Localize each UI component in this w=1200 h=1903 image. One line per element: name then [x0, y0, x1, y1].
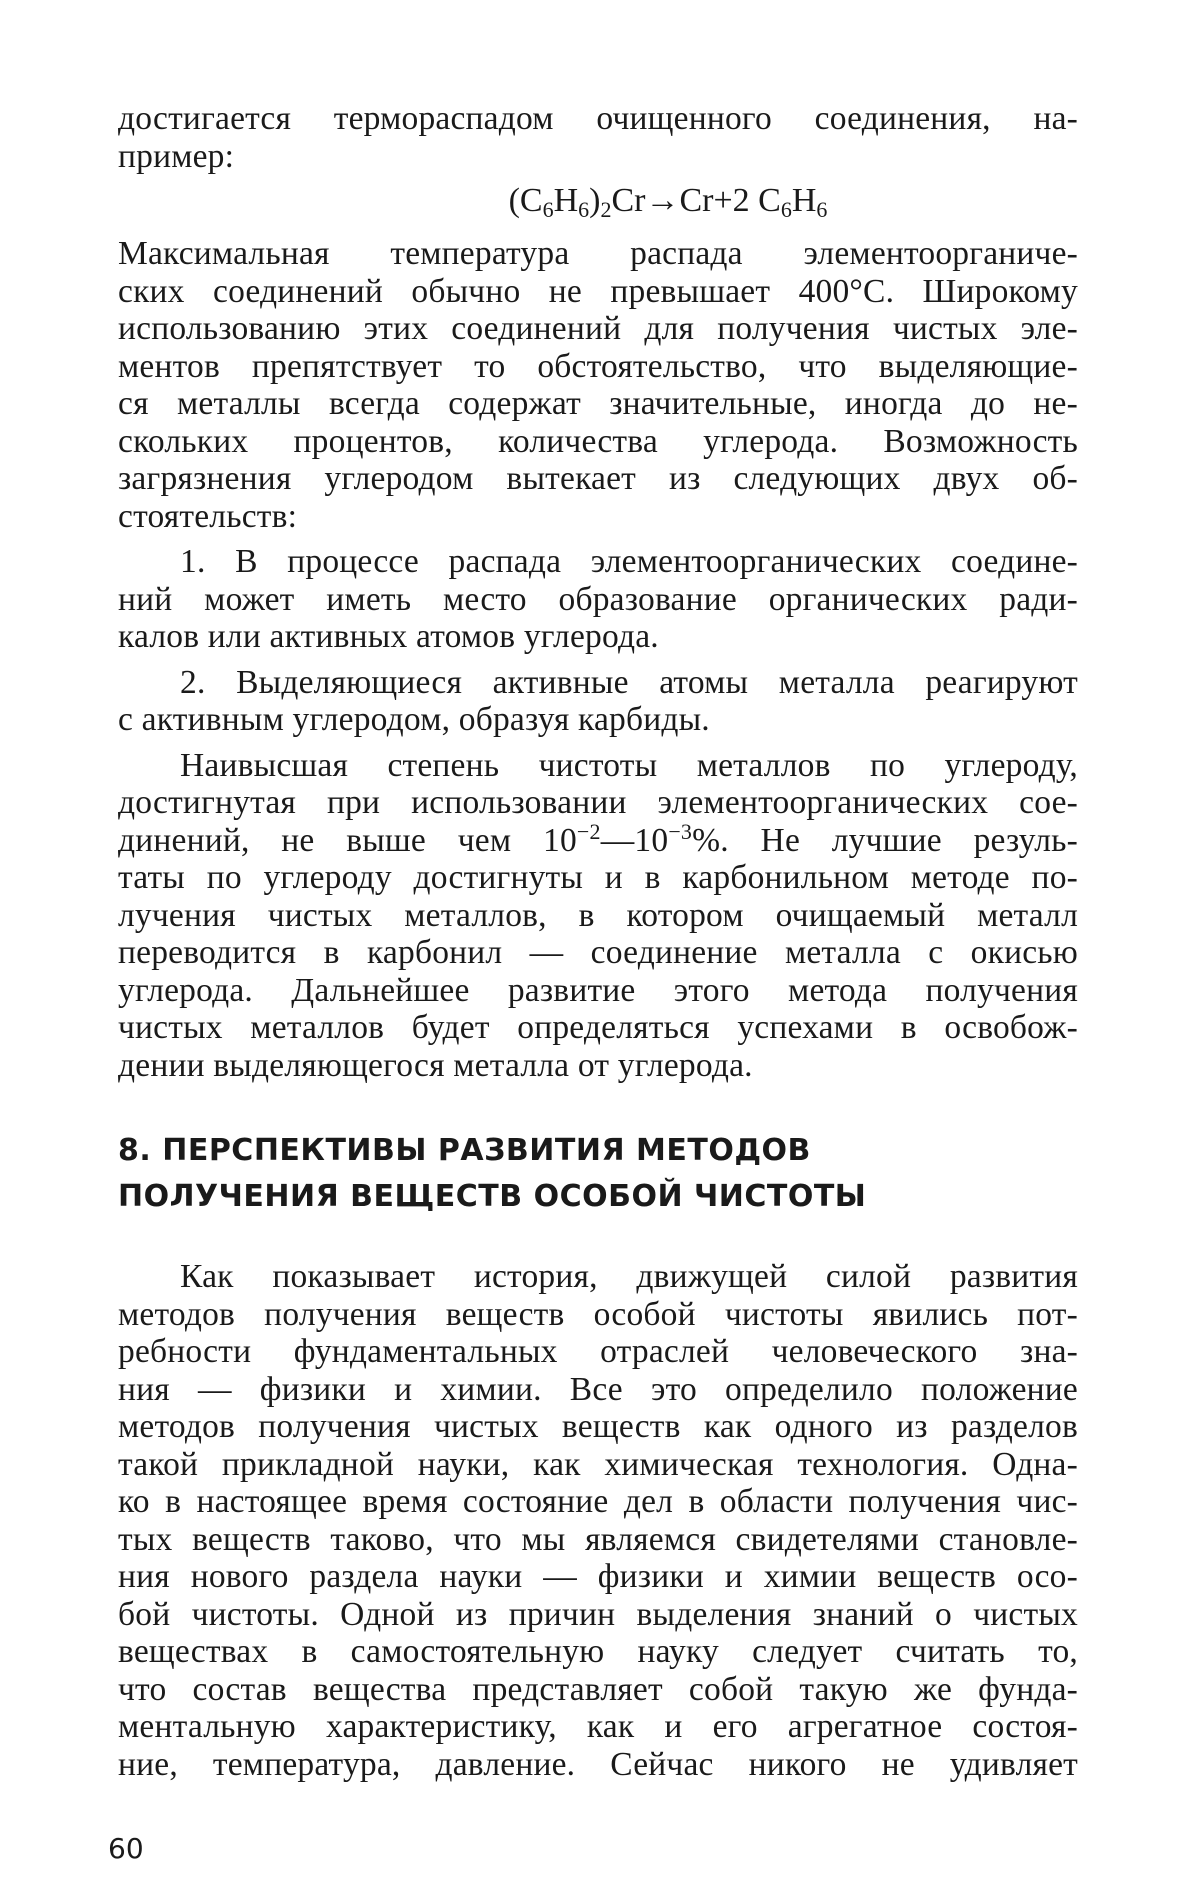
text-line: лучения чистых металлов, в котором очищаемый металл: [118, 896, 1078, 934]
text-line: Наивысшая степень чистоты металлов по углероду,: [180, 746, 1078, 784]
text-line: бой чистоты. Одной из причин выделения знаний о чистых: [118, 1595, 1078, 1633]
text-line: переводится в карбонил — соединение металла с окисью: [118, 934, 1078, 971]
text-line: такой прикладной науки, как химическая технология. Одна-: [118, 1445, 1078, 1483]
text-line: использованию этих соединений для получения чистых эле-: [118, 310, 1078, 347]
text-line: методов получения веществ особой чистоты явились пот-: [118, 1295, 1078, 1333]
paragraph-carbon-purity: [118, 747, 1078, 1085]
list-item: [118, 664, 1078, 739]
text-line: ментальную характеристику, как и его агрегатное состоя-: [118, 1708, 1078, 1745]
book-page: [118, 100, 1078, 1783]
text-line: чистых металлов будет определяться успехами в освобож-: [118, 1009, 1078, 1046]
paragraph-max-temperature: [118, 235, 1078, 535]
list-item: [118, 543, 1078, 656]
text-line: Максимальная температура распада элементоорганиче-: [118, 235, 1078, 272]
text-line: таты по углероду достигнуты и в карбонильном методе по-: [118, 859, 1078, 896]
text-line: 2. Выделяющиеся активные атомы металла реагируют: [180, 663, 1078, 701]
text-line: что состав вещества представляет собой такую же фунда-: [118, 1670, 1078, 1708]
text-line: 1. В процессе распада элементоорганических соедине-: [180, 543, 1078, 580]
text-line: ния нового раздела науки — физики и химии веществ осо-: [118, 1558, 1078, 1595]
paragraph-history: [118, 1258, 1078, 1783]
text-line: углерода. Дальнейшее развитие этого метода получения: [118, 971, 1078, 1009]
text-line: с активным углеродом, образуя карбиды.: [118, 701, 710, 738]
text-line: скольких процентов, количества углерода. Возможность: [118, 422, 1078, 460]
text-line: ние, температура, давление. Сейчас никого не удивляет: [118, 1745, 1078, 1783]
text-line: ний может иметь место образование органических ради-: [118, 580, 1078, 618]
text-line: методов получения чистых веществ как одного из разделов: [118, 1408, 1078, 1445]
heading-line: 8. ПЕРСПЕКТИВЫ РАЗВИТИЯ МЕТОДОВ: [118, 1133, 811, 1168]
page-number: 60: [108, 1832, 144, 1865]
chemical-formula: $(C_6H_6)_2Cr\to Cr+2$ $C_6H_6$: [508, 182, 828, 222]
heading-line: ПОЛУЧЕНИЯ ВЕЩЕСТВ ОСОБОЙ ЧИСТОТЫ: [118, 1179, 867, 1214]
text-line: пример:: [118, 137, 235, 175]
text-line: загрязнения углеродом вытекает из следующих двух об-: [118, 460, 1078, 497]
text-line: ских соединений обычно не превышает 400°С. Широкому: [118, 272, 1078, 310]
text-line: дении выделяющегося металла от углерода.: [118, 1046, 753, 1084]
text-line: достигнутая при использовании элементоорганических сое-: [118, 784, 1078, 821]
text-line: калов или активных атомов углерода.: [118, 618, 659, 655]
text-line: ко в настоящее время состояние дел в области получения чис-: [118, 1483, 1078, 1520]
text-line: ребности фундаментальных отраслей человеческого зна-: [118, 1333, 1078, 1370]
text-line: ся металлы всегда содержат значительные, иногда до не-: [118, 385, 1078, 422]
text-line: динений, не выше чем $10^{-2}—10^{-3}\%$. Не лучшие резуль-: [118, 818, 1078, 859]
text-line: ментов препятствует то обстоятельство, что выделяющие-: [118, 347, 1078, 385]
intro-paragraph: [118, 100, 1078, 175]
numbered-list: [118, 543, 1078, 739]
text-line: тых веществ таково, что мы являемся свидетелями становле-: [118, 1520, 1078, 1558]
section-heading: [118, 1128, 1078, 1220]
text-line: стоятельств:: [118, 497, 298, 535]
text-line: ния — физики и химии. Все это определило положение: [118, 1370, 1078, 1408]
text-line: Как показывает история, движущей силой развития: [180, 1258, 1078, 1295]
text-line: веществах в самостоятельную науку следует считать то,: [118, 1633, 1078, 1670]
text-line: достигается термораспадом очищенного соединения, на-: [118, 100, 1078, 137]
